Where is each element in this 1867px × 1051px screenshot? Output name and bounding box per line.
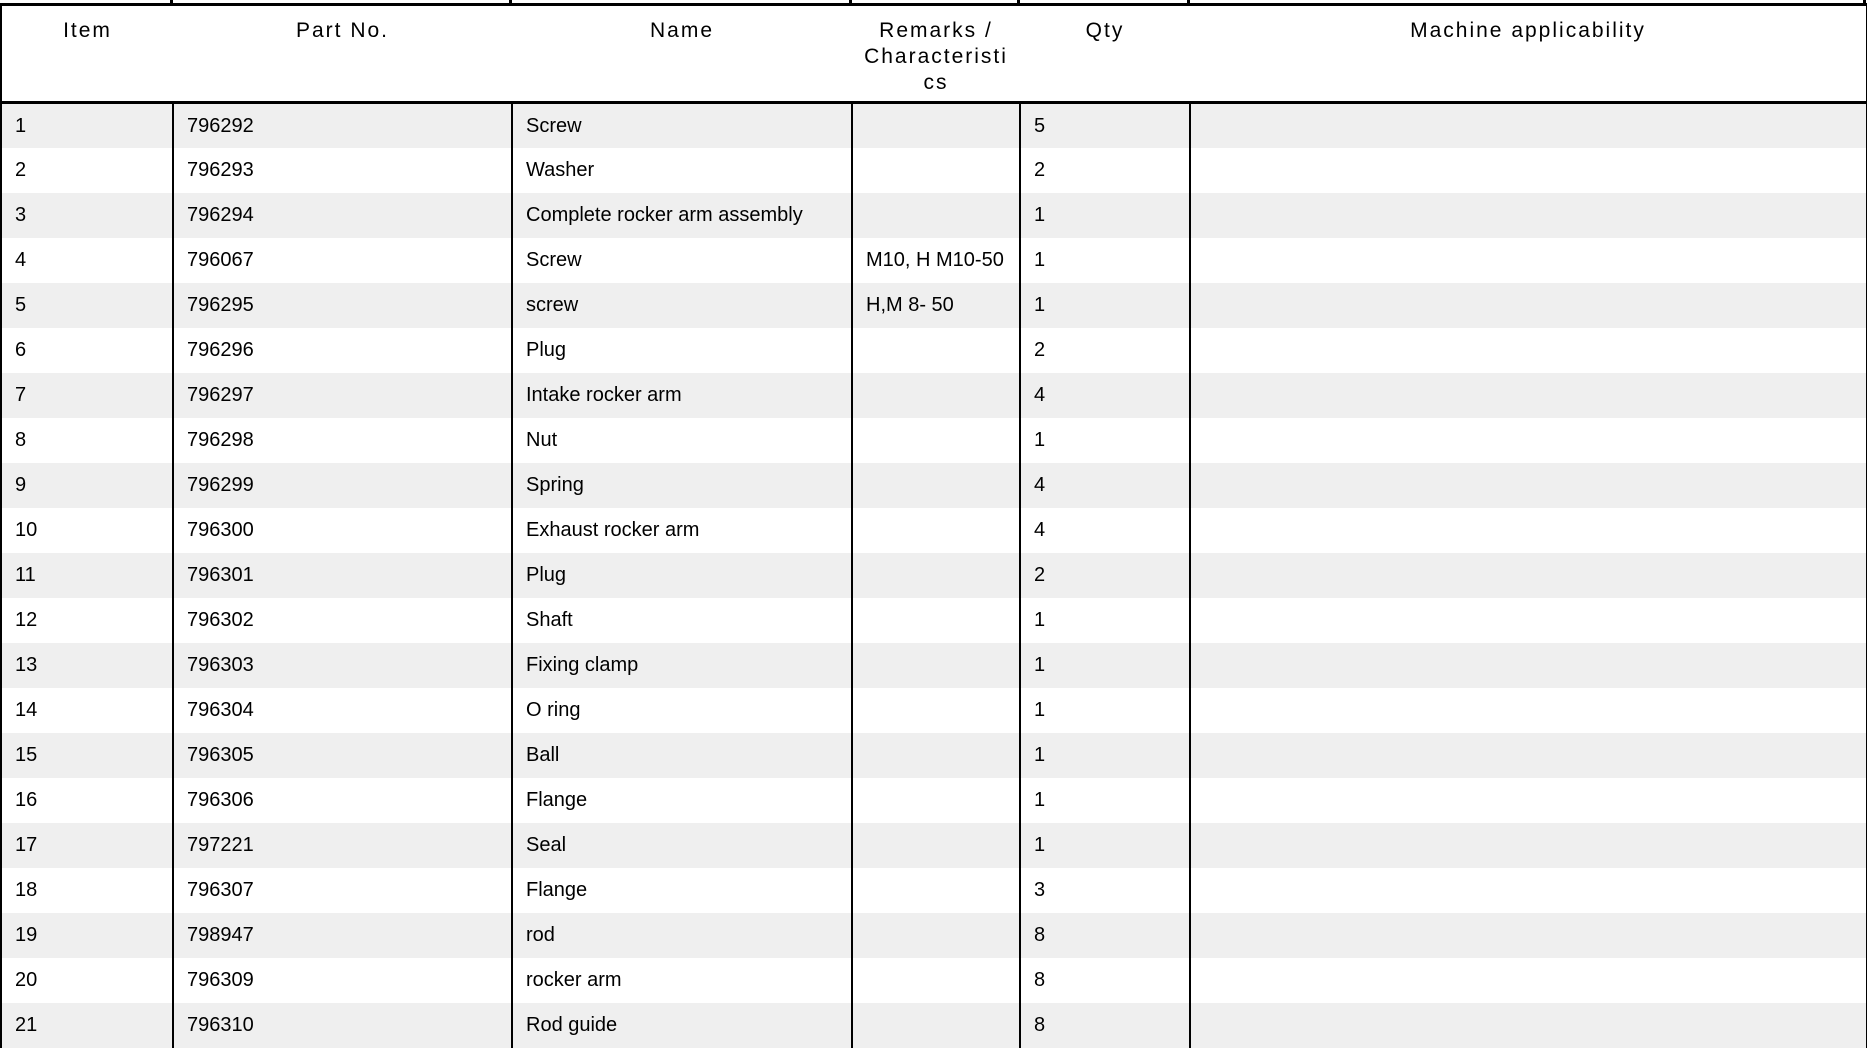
cell-qty: 4 — [1020, 508, 1190, 553]
table-row — [1, 643, 1867, 688]
table-row — [1, 463, 1867, 508]
cell-name: O ring — [512, 688, 852, 733]
cell-qty: 8 — [1020, 958, 1190, 1003]
cell-remarks — [852, 418, 1020, 463]
cell-name: Plug — [512, 328, 852, 373]
column-header-remarks-line: Characteristi — [864, 45, 1008, 68]
cell-item: 21 — [1, 1003, 173, 1048]
cell-qty: 2 — [1020, 553, 1190, 598]
cell-qty: 1 — [1020, 823, 1190, 868]
cell-machine — [1190, 823, 1867, 868]
cell-machine — [1190, 463, 1867, 508]
cell-qty: 8 — [1020, 1003, 1190, 1048]
table-row — [1, 283, 1867, 328]
cell-qty: 2 — [1020, 328, 1190, 373]
cell-part-no: 796300 — [173, 508, 512, 553]
cell-part-no: 796303 — [173, 643, 512, 688]
cell-part-no: 796306 — [173, 778, 512, 823]
cell-part-no: 796297 — [173, 373, 512, 418]
cell-name: Fixing clamp — [512, 643, 852, 688]
cell-machine — [1190, 643, 1867, 688]
cell-machine — [1190, 328, 1867, 373]
cell-machine — [1190, 688, 1867, 733]
table-row — [1, 868, 1867, 913]
cell-remarks — [852, 193, 1020, 238]
cell-remarks — [852, 103, 1020, 148]
cell-name: Ball — [512, 733, 852, 778]
cell-remarks — [852, 373, 1020, 418]
cell-remarks — [852, 823, 1020, 868]
cell-remarks — [852, 598, 1020, 643]
table-row — [1, 148, 1867, 193]
column-border-tick — [509, 0, 512, 3]
cell-name: Flange — [512, 778, 852, 823]
cell-item: 5 — [1, 283, 173, 328]
cell-part-no: 796298 — [173, 418, 512, 463]
table-row — [1, 778, 1867, 823]
cell-machine — [1190, 733, 1867, 778]
cell-name: rocker arm — [512, 958, 852, 1003]
cell-part-no: 796296 — [173, 328, 512, 373]
cell-name: Shaft — [512, 598, 852, 643]
cell-remarks — [852, 328, 1020, 373]
cell-machine — [1190, 553, 1867, 598]
cell-item: 7 — [1, 373, 173, 418]
cell-part-no: 796304 — [173, 688, 512, 733]
column-border-tick — [1187, 0, 1190, 3]
cell-item: 10 — [1, 508, 173, 553]
cell-machine — [1190, 508, 1867, 553]
cell-machine — [1190, 1003, 1867, 1048]
header-row — [1, 5, 1867, 103]
table-row — [1, 238, 1867, 283]
cell-item: 12 — [1, 598, 173, 643]
cell-remarks — [852, 733, 1020, 778]
cell-machine — [1190, 778, 1867, 823]
cell-item: 13 — [1, 643, 173, 688]
cell-part-no: 796295 — [173, 283, 512, 328]
column-border-tick — [1863, 0, 1866, 3]
cell-remarks — [852, 913, 1020, 958]
cell-remarks: M10, H M10-50 — [852, 238, 1020, 283]
cell-machine — [1190, 238, 1867, 283]
column-header-name: Name — [512, 5, 852, 103]
cell-item: 15 — [1, 733, 173, 778]
cell-name: Screw — [512, 103, 852, 148]
column-header-part-no: Part No. — [173, 5, 512, 103]
cell-remarks — [852, 958, 1020, 1003]
column-header-remarks-line: Remarks / — [879, 19, 993, 42]
table-row — [1, 1003, 1867, 1048]
parts-table — [0, 3, 1867, 1048]
cell-remarks — [852, 148, 1020, 193]
cell-machine — [1190, 283, 1867, 328]
cell-item: 4 — [1, 238, 173, 283]
table-row — [1, 373, 1867, 418]
cell-item: 20 — [1, 958, 173, 1003]
cell-remarks — [852, 643, 1020, 688]
cell-name: rod — [512, 913, 852, 958]
table-row — [1, 193, 1867, 238]
column-header-machine-applicability: Machine applicability — [1190, 5, 1867, 103]
cell-part-no: 796310 — [173, 1003, 512, 1048]
cell-item: 18 — [1, 868, 173, 913]
cell-item: 14 — [1, 688, 173, 733]
cell-qty: 1 — [1020, 418, 1190, 463]
cell-part-no: 796292 — [173, 103, 512, 148]
cell-name: Rod guide — [512, 1003, 852, 1048]
cell-machine — [1190, 373, 1867, 418]
cell-remarks — [852, 553, 1020, 598]
parts-table-body — [1, 103, 1867, 1048]
table-row — [1, 958, 1867, 1003]
cell-name: Flange — [512, 868, 852, 913]
cell-qty: 1 — [1020, 643, 1190, 688]
cell-qty: 1 — [1020, 193, 1190, 238]
cell-item: 1 — [1, 103, 173, 148]
cell-remarks — [852, 508, 1020, 553]
column-header-item: Item — [1, 5, 173, 103]
cell-qty: 1 — [1020, 238, 1190, 283]
cell-name: Screw — [512, 238, 852, 283]
cell-name: Plug — [512, 553, 852, 598]
cell-name: Washer — [512, 148, 852, 193]
cell-qty: 4 — [1020, 373, 1190, 418]
table-row — [1, 103, 1867, 148]
column-header-qty: Qty — [1020, 5, 1190, 103]
table-row — [1, 553, 1867, 598]
cell-name: screw — [512, 283, 852, 328]
cell-remarks — [852, 868, 1020, 913]
cell-item: 6 — [1, 328, 173, 373]
column-header-remarks-line: cs — [923, 71, 949, 94]
cell-name: Exhaust rocker arm — [512, 508, 852, 553]
table-top-edge — [0, 0, 1867, 3]
cell-qty: 2 — [1020, 148, 1190, 193]
cell-machine — [1190, 598, 1867, 643]
cell-item: 16 — [1, 778, 173, 823]
cell-qty: 1 — [1020, 283, 1190, 328]
cell-part-no: 797221 — [173, 823, 512, 868]
table-row — [1, 598, 1867, 643]
cell-remarks — [852, 463, 1020, 508]
cell-part-no: 796309 — [173, 958, 512, 1003]
cell-qty: 4 — [1020, 463, 1190, 508]
column-border-tick — [170, 0, 173, 3]
table-row — [1, 733, 1867, 778]
cell-machine — [1190, 418, 1867, 463]
column-header-remarks — [852, 5, 1020, 103]
cell-machine — [1190, 148, 1867, 193]
table-row — [1, 913, 1867, 958]
cell-qty: 5 — [1020, 103, 1190, 148]
cell-part-no: 796301 — [173, 553, 512, 598]
column-border-tick — [1017, 0, 1020, 3]
cell-qty: 1 — [1020, 733, 1190, 778]
cell-name: Complete rocker arm assembly — [512, 193, 852, 238]
cell-name: Intake rocker arm — [512, 373, 852, 418]
column-border-tick — [849, 0, 852, 3]
cell-qty: 3 — [1020, 868, 1190, 913]
table-row — [1, 508, 1867, 553]
cell-remarks — [852, 688, 1020, 733]
cell-part-no: 796067 — [173, 238, 512, 283]
cell-part-no: 796299 — [173, 463, 512, 508]
cell-remarks — [852, 778, 1020, 823]
cell-machine — [1190, 193, 1867, 238]
cell-qty: 1 — [1020, 598, 1190, 643]
cell-part-no: 796294 — [173, 193, 512, 238]
cell-item: 19 — [1, 913, 173, 958]
cell-name: Nut — [512, 418, 852, 463]
cell-qty: 8 — [1020, 913, 1190, 958]
cell-part-no: 796302 — [173, 598, 512, 643]
table-row — [1, 418, 1867, 463]
cell-item: 17 — [1, 823, 173, 868]
cell-name: Spring — [512, 463, 852, 508]
cell-item: 3 — [1, 193, 173, 238]
table-row — [1, 688, 1867, 733]
cell-qty: 1 — [1020, 688, 1190, 733]
cell-item: 2 — [1, 148, 173, 193]
cell-part-no: 796305 — [173, 733, 512, 778]
cell-machine — [1190, 103, 1867, 148]
cell-item: 11 — [1, 553, 173, 598]
cell-machine — [1190, 913, 1867, 958]
cell-machine — [1190, 958, 1867, 1003]
cell-item: 9 — [1, 463, 173, 508]
cell-remarks: H,M 8- 50 — [852, 283, 1020, 328]
cell-part-no: 798947 — [173, 913, 512, 958]
table-row — [1, 328, 1867, 373]
cell-machine — [1190, 868, 1867, 913]
cell-part-no: 796307 — [173, 868, 512, 913]
cell-remarks — [852, 1003, 1020, 1048]
table-row — [1, 823, 1867, 868]
cell-part-no: 796293 — [173, 148, 512, 193]
cell-item: 8 — [1, 418, 173, 463]
cell-name: Seal — [512, 823, 852, 868]
cell-qty: 1 — [1020, 778, 1190, 823]
